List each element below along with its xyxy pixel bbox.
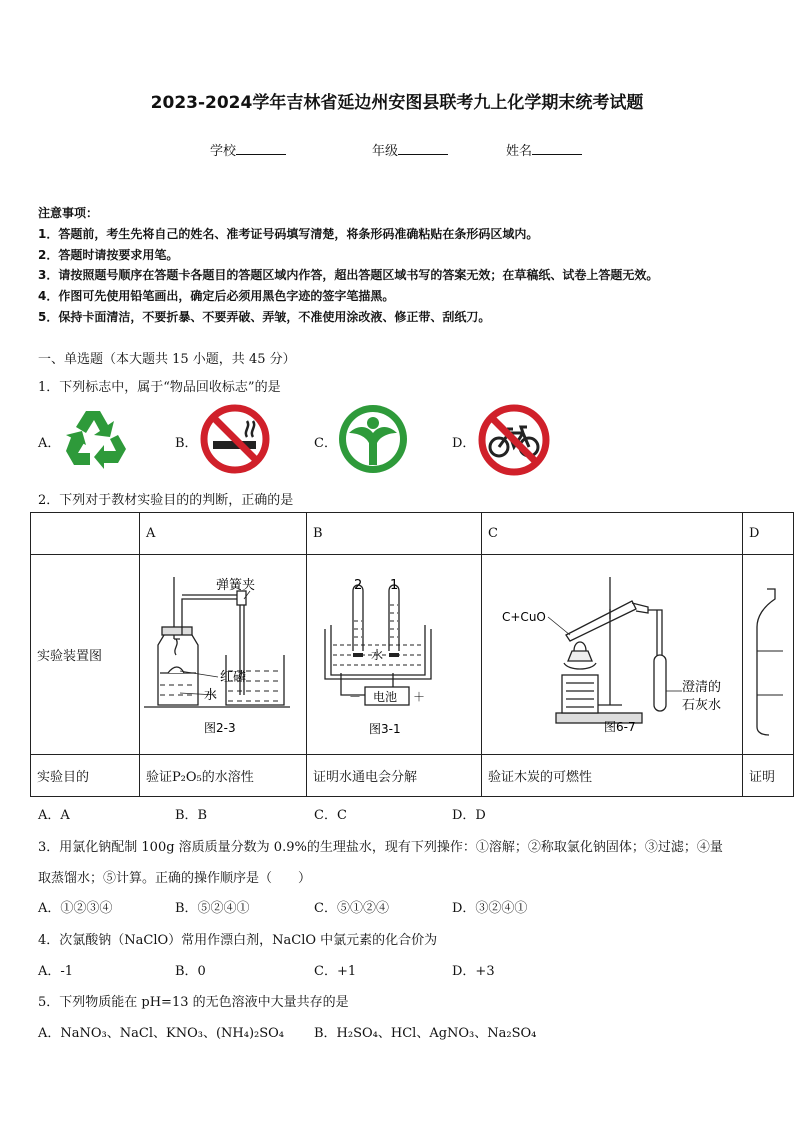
name-label: 姓名	[506, 144, 533, 159]
question-1-stem: 1．下列标志中，属于“物品回收标志”的是	[38, 380, 281, 395]
notice-heading: 注意事项：	[38, 206, 99, 220]
question-3-stem-line2: 取蒸馏水；⑤计算。正确的操作顺序是（ ）	[38, 871, 312, 886]
notice-item: 5．保持卡面清洁，不要折暴、不要弄破、弄皱，不准使用涂改液、修正带、刮纸刀。	[38, 310, 491, 324]
purpose-c: 验证木炭的可燃性	[481, 755, 742, 797]
row-label-device: 实验装置图	[31, 555, 140, 755]
q5-option-b[interactable]: B．H₂SO₄、HCl、AgNO₃、Na₂SO₄	[314, 1026, 537, 1041]
recycle-icon	[62, 405, 132, 473]
notice-item: 2．答题时请按要求用笔。	[38, 248, 179, 262]
q1-option-a[interactable]: A．	[38, 436, 61, 451]
tube-1-label: 1	[389, 578, 399, 593]
figure-c-cell	[481, 555, 742, 755]
notice-item: 1．答题前，考生先将自己的姓名、准考证号码填写清楚，将条形码准确粘贴在条形码区域内。	[38, 227, 539, 241]
q3-option-c[interactable]: C．⑤①②④	[314, 901, 389, 916]
name-field	[506, 140, 582, 159]
plus-label: ＋	[412, 690, 425, 704]
tube-2-label: 2	[353, 578, 363, 593]
label-clip: 弹簧夹	[215, 578, 255, 593]
table-row	[31, 755, 794, 797]
q3-option-a[interactable]: A．①②③④	[38, 901, 113, 916]
table-row	[31, 555, 794, 755]
label-water: 水	[370, 648, 383, 662]
reactants-label: C+CuO	[501, 610, 546, 624]
question-3-stem-line1: 3．用氯化钠配制 100g 溶质质量分数为 0.9%的生理盐水，现有下列操作：①溶解；②称取氯化钠固体；③过滤；④量	[38, 840, 723, 855]
grade-field	[372, 140, 448, 159]
q5-option-a[interactable]: A．NaNO₃、NaCl、KNO₃、(NH₄)₂SO₄	[38, 1026, 284, 1041]
figure-b-electrolysis	[307, 555, 481, 750]
no-smoking-icon	[199, 403, 271, 475]
table-header-cell: D	[742, 513, 793, 555]
q1-option-c[interactable]: C．	[314, 436, 337, 451]
q4-option-a[interactable]: A．-1	[38, 964, 74, 979]
q4-option-d[interactable]: D．+3	[452, 964, 495, 979]
table-header-cell: A	[139, 513, 306, 555]
notice-item: 4．作图可先使用铅笔画出，确定后必须用黑色字迹的签字笔描黑。	[38, 289, 395, 303]
experiment-table	[30, 512, 794, 797]
q3-option-b[interactable]: B．⑤②④①	[175, 901, 250, 916]
figure-a-caption: 图2-3	[203, 721, 236, 735]
q2-option-d[interactable]: D．D	[452, 808, 486, 823]
figure-d-bottle	[743, 555, 783, 750]
purpose-b: 证明水通电会分解	[306, 755, 481, 797]
battery-label: 电池	[372, 690, 397, 704]
row-label-purpose: 实验目的	[31, 755, 140, 797]
label-water: 水	[203, 688, 217, 703]
green-food-icon	[337, 403, 409, 475]
minus-label: －	[348, 690, 361, 704]
figure-d-cell	[742, 555, 793, 755]
no-bicycle-icon	[477, 403, 551, 477]
school-field	[210, 140, 286, 159]
figure-c-apparatus	[482, 555, 742, 750]
figure-b-cell	[306, 555, 481, 755]
purpose-d: 证明	[742, 755, 793, 797]
school-blank[interactable]	[236, 143, 286, 155]
figure-c-caption: 图6-7	[603, 720, 636, 734]
question-2-stem: 2．下列对于教材实验目的的判断，正确的是	[38, 493, 294, 508]
grade-blank[interactable]	[398, 143, 448, 155]
q4-option-b[interactable]: B．0	[175, 964, 206, 979]
q2-option-b[interactable]: B．B	[175, 808, 208, 823]
table-row	[31, 513, 794, 555]
question-4-stem: 4．次氯酸钠（NaClO）常用作漂白剂，NaClO 中氯元素的化合价为	[38, 933, 438, 948]
page-title: 2023-2024学年吉林省延边州安图县联考九上化学期末统考试题	[150, 93, 644, 113]
figure-b-caption: 图3-1	[368, 722, 401, 736]
table-header-cell: C	[481, 513, 742, 555]
grade-label: 年级	[372, 144, 399, 159]
question-5-stem: 5．下列物质能在 pH=13 的无色溶液中大量共存的是	[38, 995, 349, 1010]
q3-option-d[interactable]: D．③②④①	[452, 901, 528, 916]
purpose-a: 验证P₂O₅的水溶性	[139, 755, 306, 797]
table-header-cell	[31, 513, 140, 555]
q4-option-c[interactable]: C．+1	[314, 964, 357, 979]
q1-option-d[interactable]: D．	[452, 436, 476, 451]
figure-a-apparatus	[140, 555, 306, 750]
table-header-cell: B	[306, 513, 481, 555]
school-label: 学校	[210, 144, 237, 159]
label-red-phosphorus: 红磷	[219, 670, 246, 685]
limewater-label-2: 石灰水	[681, 698, 721, 713]
q2-option-a[interactable]: A．A	[38, 808, 70, 823]
q2-option-c[interactable]: C．C	[314, 808, 347, 823]
name-blank[interactable]	[532, 143, 582, 155]
section-title: 一、单选题（本大题共 15 小题，共 45 分）	[38, 352, 296, 367]
limewater-label-1: 澄清的	[681, 680, 721, 695]
q1-option-b[interactable]: B．	[175, 436, 198, 451]
notice-item: 3．请按照题号顺序在答题卡各题目的答题区域内作答，超出答题区域书写的答案无效；在草稿纸、试卷上答题无效。	[38, 268, 659, 282]
figure-a-cell	[139, 555, 306, 755]
